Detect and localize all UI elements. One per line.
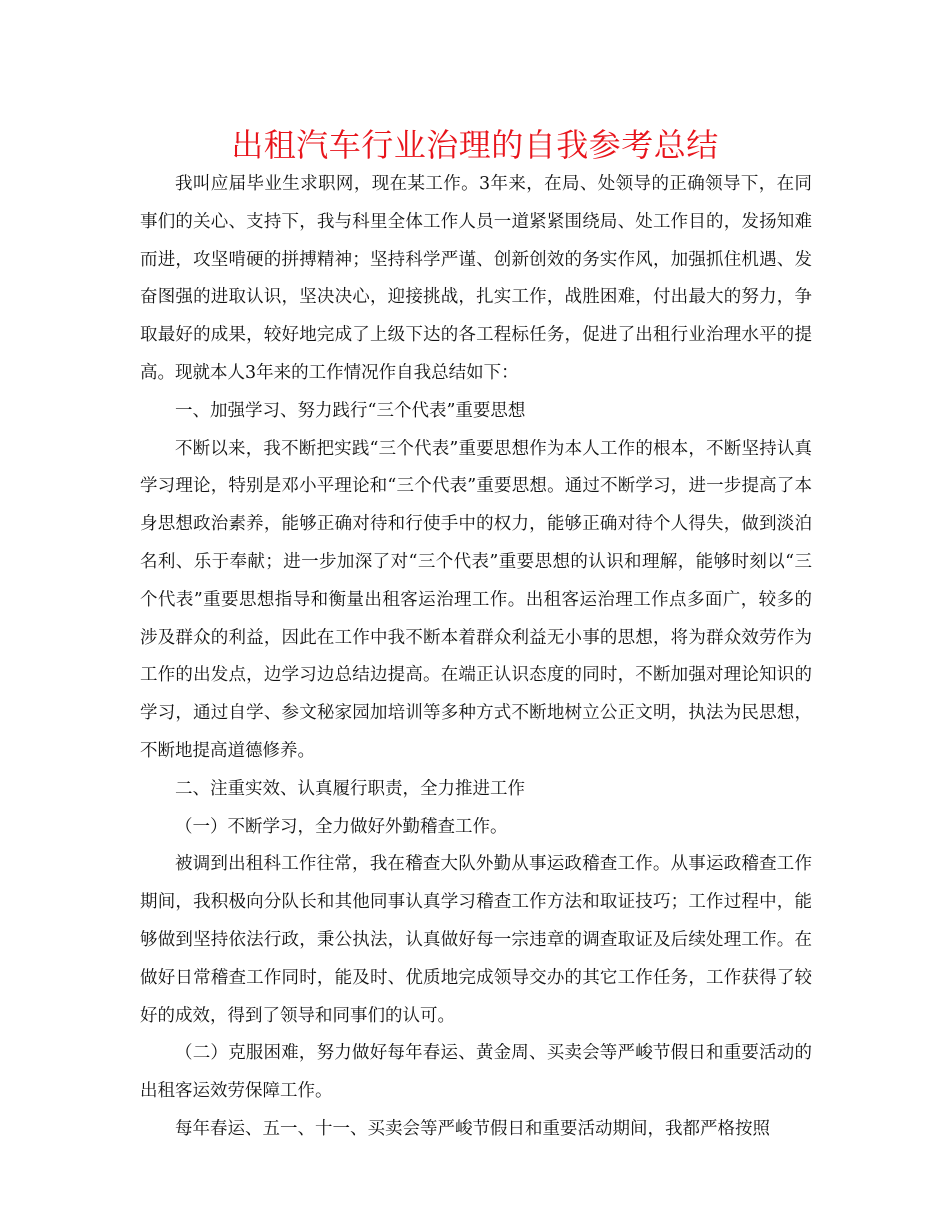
document-title: 出租汽车行业治理的自我参考总结 (231, 126, 719, 164)
paragraph-intro: 我叫应届毕业生求职网，现在某工作。3年来，在局、处领导的正确领导下，在同事们的关心、支持下，我与科里全体工作人员一道紧紧围绕局、处工作目的，发扬知难而进，攻坚啃硬的拼搏精神；坚持科学严谨、创新创效的务实作风，加强抓住机遇、发奋图强的进取认识，坚决决心，迎接挑战，扎实工作，战胜困难，付出最大的努力，争取最好的成果，较好地完成了上级下达的各工程标任务，促进了出租行业治理水平的提高。现就本人3年来的工作情况作自我总结如下： (140, 174, 812, 383)
section-heading-1: 一、加强学习、努力践行“三个代表”重要思想 (175, 400, 526, 421)
section-heading-2: 二、注重实效、认真履行职责，全力推进工作 (175, 778, 525, 799)
paragraph-study: 不断以来，我不断把实践“三个代表”重要思想作为本人工作的根本，不断坚持认真学习理论，特别是邓小平理论和“三个代表”重要思想。通过不断学习，进一步提高了本身思想政治素养，能够正确对待和行使手中的权力，能够正确对待个人得失，做到淡泊名利、乐于奉献；进一步加深了对“三个代表”重要思想的认识和理解，能够时刻以“三个代表”重要思想指导和衡量出租客运治理工作。出租客运治理工作点多面广，较多的涉及群众的利益，因此在工作中我不断本着群众利益无小事的思想，将为群众效劳作为工作的出发点，边学习边总结边提高。在端正认识态度的同时，不断加强对理论知识的学习，通过自学、参文秘家园加培训等多种方式不断地树立公正文明，执法为民思想，不断地提高道德修养。 (140, 438, 812, 761)
subsection-heading-2: （二）克服困难，努力做好每年春运、黄金周、买卖会等严峻节假日和重要活动的出租客运效劳保障工作。 (140, 1043, 812, 1102)
paragraph-inspection: 被调到出租科工作往常，我在稽查大队外勤从事运政稽查工作。从事运政稽查工作期间，我积极向分队长和其他同事认真学习稽查工作方法和取证技巧；工作过程中，能够做到坚持依法行政，秉公执法，认真做好每一宗违章的调查取证及后续处理工作。在做好日常稽查工作同时，能及时、优质地完成领导交办的其它工作任务，工作获得了较好的成效，得到了领导和同事们的认可。 (140, 854, 812, 1026)
subsection-heading-1: （一）不断学习，全力做好外勤稽查工作。 (175, 816, 508, 837)
document-body (140, 166, 812, 1149)
paragraph-holidays: 每年春运、五一、十一、买卖会等严峻节假日和重要活动期间，我都严格按照 (175, 1118, 770, 1139)
